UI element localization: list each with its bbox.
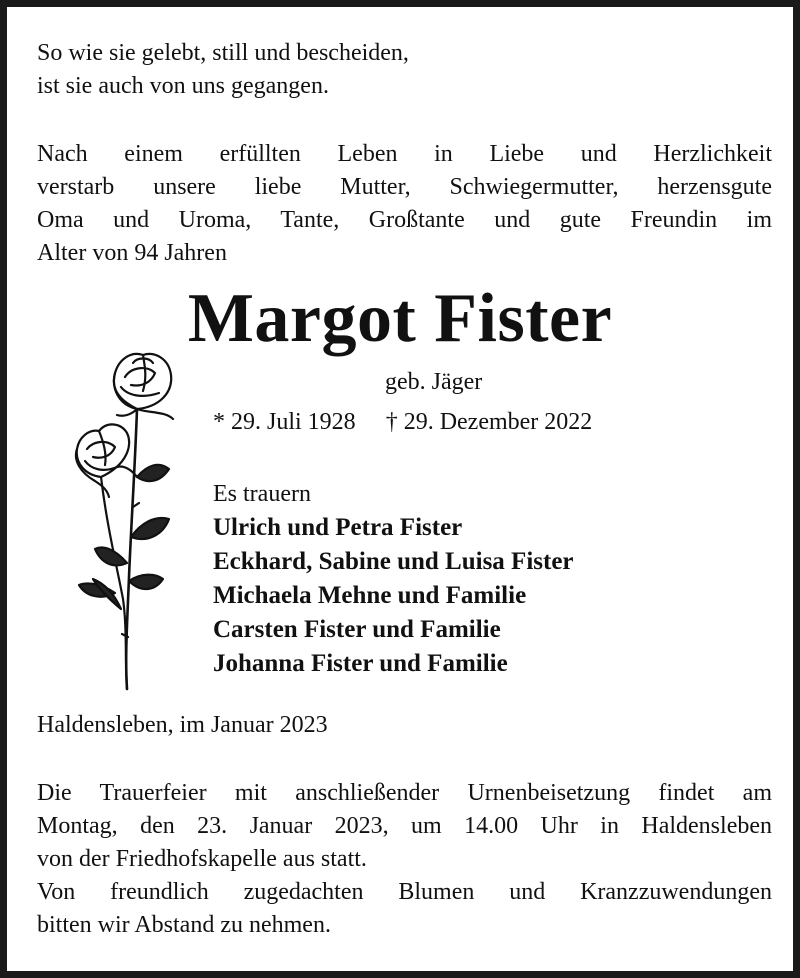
- announcement-line-4: Alter von 94 Jahren: [37, 240, 227, 266]
- ceremony-line-2: Montag, den 23. Januar 2023, um 14.00 Uhr in Haldensleben: [37, 813, 772, 839]
- mourners-section: [213, 477, 574, 681]
- place-and-date: Haldensleben, im Januar 2023: [37, 712, 328, 738]
- deceased-name: Margot Fister: [187, 280, 613, 357]
- announcement-line-3: Oma und Uroma, Tante, Großtante und gute Freundin im: [37, 207, 772, 233]
- announcement-line-2: verstarb unsere liebe Mutter, Schwiegermutter, herzensgute: [37, 174, 772, 200]
- intro-line-2: ist sie auch von uns gegangen.: [37, 73, 329, 99]
- ceremony-line-3: von der Friedhofskapelle aus statt.: [37, 846, 367, 872]
- announcement-line-1: Nach einem erfüllten Leben in Liebe und Herzlichkeit: [37, 141, 772, 167]
- life-dates: [213, 405, 592, 439]
- death-date: † 29. Dezember 2022: [385, 409, 593, 435]
- mourner-item: Carsten Fister und Familie: [213, 616, 501, 643]
- mourner-item: Eckhard, Sabine und Luisa Fister: [213, 548, 574, 575]
- maiden-name: geb. Jäger: [385, 369, 483, 395]
- mourner-item: Ulrich und Petra Fister: [213, 514, 463, 541]
- mourner-item: Johanna Fister und Familie: [213, 650, 508, 677]
- ceremony-line-5: bitten wir Abstand zu nehmen.: [37, 912, 331, 938]
- rose-illustration-icon: [51, 337, 181, 697]
- intro-line-1: So wie sie gelebt, still und bescheiden,: [37, 40, 409, 66]
- mourners-heading: Es trauern: [213, 481, 311, 507]
- birth-date: * 29. Juli 1928: [213, 409, 356, 435]
- ceremony-line-1: Die Trauerfeier mit anschließender Urnenbeisetzung findet am: [37, 780, 772, 806]
- ceremony-line-4: Von freundlich zugedachten Blumen und Kranzzuwendungen: [37, 879, 772, 905]
- mourner-item: Michaela Mehne und Familie: [213, 582, 527, 609]
